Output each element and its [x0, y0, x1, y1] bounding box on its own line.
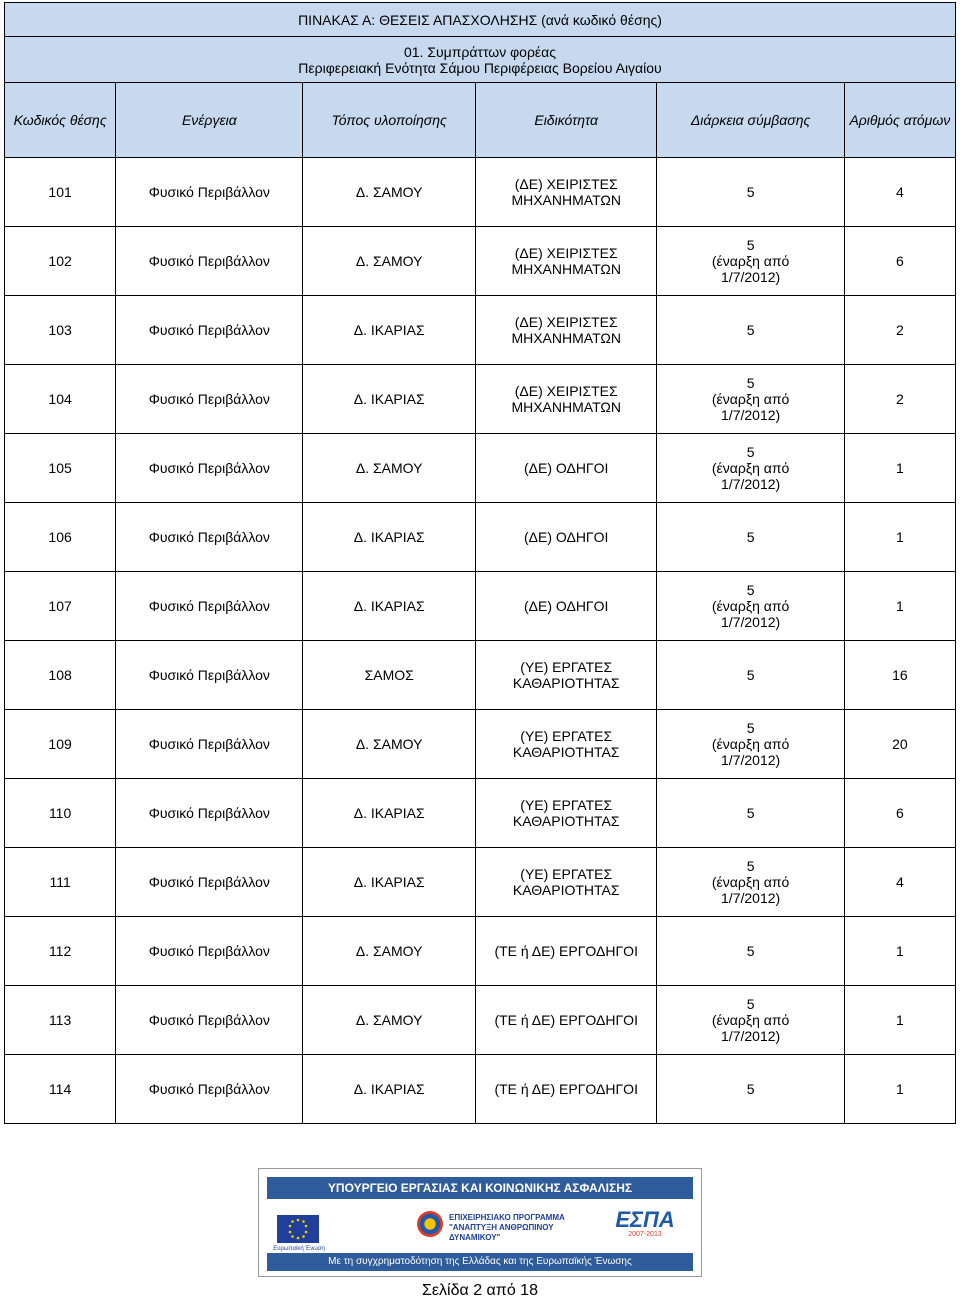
cell-duration: 5 (έναρξη από 1/7/2012): [657, 572, 844, 641]
cell-persons: 2: [844, 296, 955, 365]
eu-flag-icon: [277, 1215, 319, 1243]
cell-specialty: (ΔΕ) ΟΔΗΓΟΙ: [475, 503, 657, 572]
cell-action: Φυσικό Περιβάλλον: [116, 572, 303, 641]
cell-specialty: (ΔΕ) ΧΕΙΡΙΣΤΕΣ ΜΗΧΑΝΗΜΑΤΩΝ: [475, 227, 657, 296]
table-row: [5, 572, 956, 641]
cell-code: 104: [5, 365, 116, 434]
cell-duration: 5 (έναρξη από 1/7/2012): [657, 227, 844, 296]
cell-duration: 5: [657, 296, 844, 365]
cell-place: Δ. ΙΚΑΡΙΑΣ: [303, 779, 475, 848]
cell-place: Δ. ΙΚΑΡΙΑΣ: [303, 1055, 475, 1124]
cell-action: Φυσικό Περιβάλλον: [116, 434, 303, 503]
cell-specialty: (ΤΕ ή ΔΕ) ΕΡΓΟΔΗΓΟΙ: [475, 986, 657, 1055]
cell-specialty: (ΔΕ) ΟΔΗΓΟΙ: [475, 572, 657, 641]
table-title: ΠΙΝΑΚΑΣ Α: ΘΕΣΕΙΣ ΑΠΑΣΧΟΛΗΣΗΣ (ανά κωδικό θέσης): [5, 3, 956, 37]
cell-duration: 5 (έναρξη από 1/7/2012): [657, 434, 844, 503]
positions-table: [4, 2, 956, 1124]
cell-action: Φυσικό Περιβάλλον: [116, 365, 303, 434]
cell-persons: 2: [844, 365, 955, 434]
cell-duration: 5: [657, 158, 844, 227]
cell-code: 107: [5, 572, 116, 641]
cell-code: 110: [5, 779, 116, 848]
cell-persons: 1: [844, 503, 955, 572]
cell-code: 113: [5, 986, 116, 1055]
cell-persons: 4: [844, 158, 955, 227]
cell-action: Φυσικό Περιβάλλον: [116, 986, 303, 1055]
program-line-2: "ΑΝΑΠΤΥΞΗ ΑΝΘΡΩΠΙΝΟΥ ΔΥΝΑΜΙΚΟΥ": [449, 1223, 554, 1242]
cell-duration: 5: [657, 1055, 844, 1124]
table-row: [5, 1055, 956, 1124]
cell-action: Φυσικό Περιβάλλον: [116, 227, 303, 296]
cell-persons: 6: [844, 779, 955, 848]
cell-duration: 5: [657, 779, 844, 848]
cell-persons: 1: [844, 1055, 955, 1124]
cell-specialty: (ΔΕ) ΟΔΗΓΟΙ: [475, 434, 657, 503]
cell-duration: 5 (έναρξη από 1/7/2012): [657, 986, 844, 1055]
table-row: [5, 917, 956, 986]
espa-years: 2007-2013: [628, 1231, 662, 1238]
header-action: Ενέργεια: [116, 83, 303, 158]
cell-specialty: (ΥΕ) ΕΡΓΑΤΕΣ ΚΑΘΑΡΙΟΤΗΤΑΣ: [475, 710, 657, 779]
header-code: Κωδικός θέσης: [5, 83, 116, 158]
table-row: [5, 779, 956, 848]
header-specialty: Ειδικότητα: [475, 83, 657, 158]
cell-duration: 5: [657, 917, 844, 986]
cell-place: ΣΑΜΟΣ: [303, 641, 475, 710]
cell-persons: 1: [844, 572, 955, 641]
cell-action: Φυσικό Περιβάλλον: [116, 158, 303, 227]
cell-action: Φυσικό Περιβάλλον: [116, 296, 303, 365]
cell-place: Δ. ΣΑΜΟΥ: [303, 710, 475, 779]
cell-specialty: (ΔΕ) ΧΕΙΡΙΣΤΕΣ ΜΗΧΑΝΗΜΑΤΩΝ: [475, 365, 657, 434]
table-subtitle: [5, 37, 956, 83]
cell-code: 103: [5, 296, 116, 365]
espa-logo-text: ΕΣΠΑ: [615, 1207, 675, 1232]
header-place: Τόπος υλοποίησης: [303, 83, 475, 158]
cell-code: 105: [5, 434, 116, 503]
table-row: [5, 296, 956, 365]
cell-place: Δ. ΣΑΜΟΥ: [303, 986, 475, 1055]
cell-action: Φυσικό Περιβάλλον: [116, 917, 303, 986]
cofinancing-text: Με τη συγχρηματοδότηση της Ελλάδας και της Ευρωπαϊκής Ένωσης: [267, 1253, 693, 1271]
table-row: [5, 641, 956, 710]
cell-action: Φυσικό Περιβάλλον: [116, 641, 303, 710]
cell-code: 112: [5, 917, 116, 986]
cell-persons: 1: [844, 917, 955, 986]
cell-specialty: (ΥΕ) ΕΡΓΑΤΕΣ ΚΑΘΑΡΙΟΤΗΤΑΣ: [475, 641, 657, 710]
cell-place: Δ. ΙΚΑΡΙΑΣ: [303, 296, 475, 365]
cell-place: Δ. ΣΑΜΟΥ: [303, 917, 475, 986]
table-row: [5, 710, 956, 779]
cell-code: 108: [5, 641, 116, 710]
cell-specialty: (ΥΕ) ΕΡΓΑΤΕΣ ΚΑΘΑΡΙΟΤΗΤΑΣ: [475, 848, 657, 917]
table-row: [5, 848, 956, 917]
cell-persons: 20: [844, 710, 955, 779]
subtitle-line-2: Περιφερειακή Ενότητα Σάμου Περιφέρειας Βορείου Αιγαίου: [298, 59, 662, 76]
table-body: [5, 158, 956, 1124]
operational-program: [449, 1213, 589, 1243]
ministry-banner: ΥΠΟΥΡΓΕΙΟ ΕΡΓΑΣΙΑΣ ΚΑΙ ΚΟΙΝΩΝΙΚΗΣ ΑΣΦΑΛΙΣΗΣ: [267, 1177, 693, 1199]
cell-code: 101: [5, 158, 116, 227]
subtitle-line-1: 01. Συμπράττων φορέας: [403, 43, 557, 60]
cell-place: Δ. ΙΚΑΡΙΑΣ: [303, 503, 475, 572]
cell-place: Δ. ΙΚΑΡΙΑΣ: [303, 848, 475, 917]
cell-code: 109: [5, 710, 116, 779]
cell-specialty: (ΤΕ ή ΔΕ) ΕΡΓΟΔΗΓΟΙ: [475, 1055, 657, 1124]
cell-duration: 5 (έναρξη από 1/7/2012): [657, 365, 844, 434]
cell-specialty: (ΥΕ) ΕΡΓΑΤΕΣ ΚΑΘΑΡΙΟΤΗΤΑΣ: [475, 779, 657, 848]
cell-duration: 5 (έναρξη από 1/7/2012): [657, 710, 844, 779]
cell-specialty: (ΔΕ) ΧΕΙΡΙΣΤΕΣ ΜΗΧΑΝΗΜΑΤΩΝ: [475, 158, 657, 227]
eu-caption: Ευρωπαϊκή Ένωση: [273, 1246, 325, 1252]
cell-duration: 5: [657, 641, 844, 710]
cell-code: 102: [5, 227, 116, 296]
cell-action: Φυσικό Περιβάλλον: [116, 1055, 303, 1124]
cell-action: Φυσικό Περιβάλλον: [116, 779, 303, 848]
cell-action: Φυσικό Περιβάλλον: [116, 503, 303, 572]
cell-specialty: (ΤΕ ή ΔΕ) ΕΡΓΟΔΗΓΟΙ: [475, 917, 657, 986]
cell-specialty: (ΔΕ) ΧΕΙΡΙΣΤΕΣ ΜΗΧΑΝΗΜΑΤΩΝ: [475, 296, 657, 365]
espa-logo: [597, 1209, 693, 1249]
cell-duration: 5 (έναρξη από 1/7/2012): [657, 848, 844, 917]
cell-place: Δ. ΙΚΑΡΙΑΣ: [303, 572, 475, 641]
cofinancing-banner: [258, 1168, 702, 1277]
header-persons: Αριθμός ατόμων: [844, 83, 955, 158]
cell-duration: 5: [657, 503, 844, 572]
cell-place: Δ. ΙΚΑΡΙΑΣ: [303, 365, 475, 434]
cell-persons: 1: [844, 434, 955, 503]
header-duration: Διάρκεια σύμβασης: [657, 83, 844, 158]
cell-persons: 4: [844, 848, 955, 917]
program-line-1: ΕΠΙΧΕΙΡΗΣΙΑΚΟ ΠΡΟΓΡΑΜΜΑ: [449, 1213, 565, 1222]
cell-action: Φυσικό Περιβάλλον: [116, 710, 303, 779]
cell-action: Φυσικό Περιβάλλον: [116, 848, 303, 917]
cell-persons: 1: [844, 986, 955, 1055]
cell-persons: 6: [844, 227, 955, 296]
page-number: Σελίδα 2 από 18: [422, 1282, 538, 1299]
cell-code: 111: [5, 848, 116, 917]
table-row: [5, 365, 956, 434]
op-emblem-icon: [417, 1211, 443, 1237]
cell-place: Δ. ΣΑΜΟΥ: [303, 227, 475, 296]
table-row: [5, 434, 956, 503]
cell-place: Δ. ΣΑΜΟΥ: [303, 158, 475, 227]
table-row: [5, 986, 956, 1055]
cell-place: Δ. ΣΑΜΟΥ: [303, 434, 475, 503]
cell-code: 106: [5, 503, 116, 572]
cell-code: 114: [5, 1055, 116, 1124]
table-row: [5, 503, 956, 572]
table-row: [5, 158, 956, 227]
cell-persons: 16: [844, 641, 955, 710]
table-row: [5, 227, 956, 296]
